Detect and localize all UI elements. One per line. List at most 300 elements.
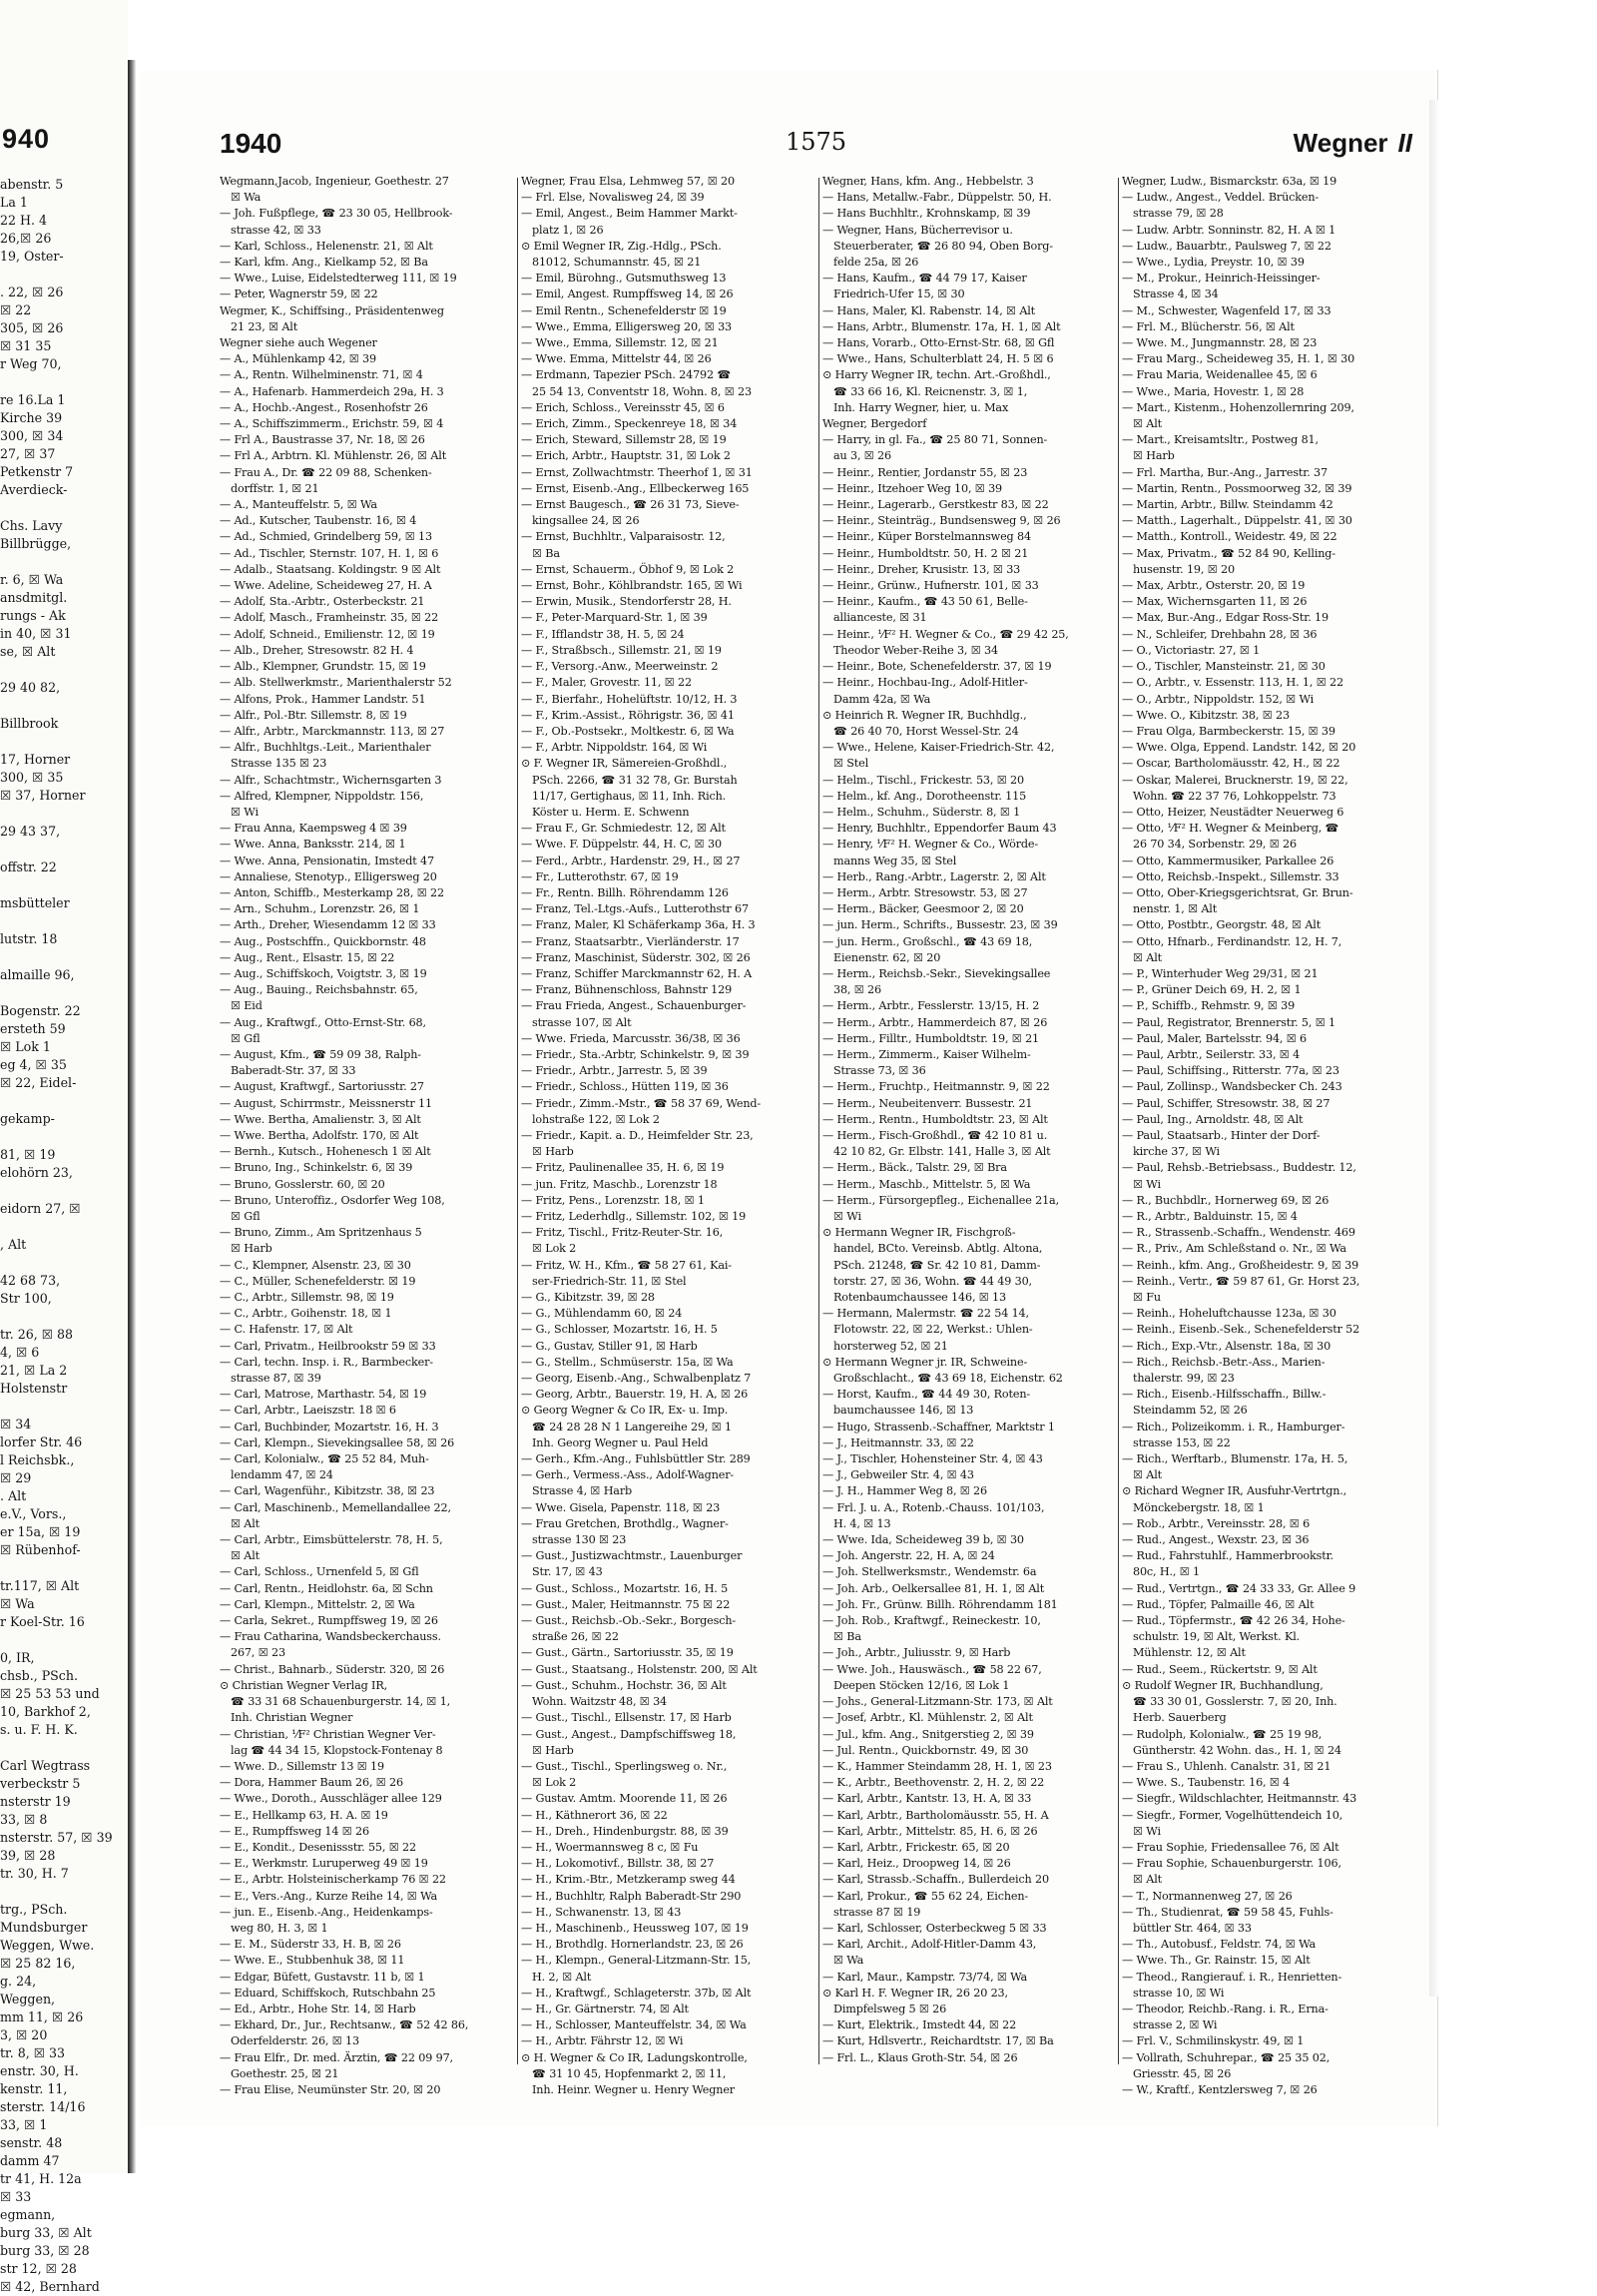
directory-entry-line: — Frl. Else, Novalisweg 24, ☒ 39 bbox=[521, 191, 705, 205]
directory-entry-line: — Rich., Polizeikomm. i. R., Hamburger- bbox=[1122, 1420, 1345, 1434]
directory-entry-line: — A., Rentn. Wilhelminenstr. 71, ☒ 4 bbox=[220, 368, 423, 382]
directory-entry-line: — Carl, Buchbinder, Mozartstr. 16, H. 3 bbox=[220, 1420, 439, 1434]
directory-entry-line: — Gust., Reichsb.-Ob.-Sekr., Borgesch- bbox=[521, 1614, 737, 1628]
previous-page-line: lorfer Str. 46 bbox=[0, 1435, 83, 1449]
directory-entry-line: — Joh. Fußpflege, ☎ 23 30 05, Hellbrook- bbox=[220, 207, 453, 221]
directory-entry-line: — Heinr., Dreher, Krusistr. 13, ☒ 33 bbox=[822, 562, 1021, 576]
previous-page-line: tr 41, H. 12a bbox=[0, 2171, 82, 2186]
directory-entry-line: — Ad., Tischler, Sternstr. 107, H. 1, ☒ 6 bbox=[220, 546, 439, 560]
previous-page-line bbox=[0, 1559, 128, 1577]
directory-entry-line: — Carl, Arbtr., Laeiszstr. 18 ☒ 6 bbox=[220, 1404, 396, 1418]
directory-entry-line: — Fritz, Lederhdlg., Sillemstr. 102, ☒ 19 bbox=[521, 1210, 747, 1223]
directory-entry-line: — Hans, Vorarb., Otto-Ernst-Str. 68, ☒ Gfl bbox=[822, 336, 1055, 350]
previous-page-line: g. 24, bbox=[0, 1974, 37, 1989]
directory-entry-line: — Gust., Maler, Heitmannstr. 75 ☒ 22 bbox=[521, 1597, 731, 1611]
directory-entry-line: ☒ Alt bbox=[231, 1516, 260, 1530]
previous-page-line: ☒ Wa bbox=[0, 1596, 35, 1611]
directory-entry-line: — E., Kondit., Desenissstr. 55, ☒ 22 bbox=[220, 1840, 416, 1854]
directory-columns bbox=[220, 174, 1412, 2096]
directory-entry-line: — Frl. L., Klaus Groth-Str. 54, ☒ 26 bbox=[822, 2050, 1018, 2064]
directory-entry-line: — Vollrath, Schuhrepar., ☎ 25 35 02, bbox=[1122, 2050, 1331, 2064]
previous-page-line: . Alt bbox=[0, 1488, 27, 1503]
previous-page-line bbox=[0, 1398, 128, 1416]
directory-entry-line: nenstr. 1, ☒ Alt bbox=[1133, 902, 1218, 916]
directory-entry-line: — Adalb., Staatsang. Koldingstr. 9 ☒ Alt bbox=[220, 562, 441, 576]
directory-entry-line: — Franz, Staatsarbtr., Vierländerstr. 17 bbox=[521, 934, 740, 948]
directory-entry-line: ☒ Wi bbox=[231, 805, 259, 819]
directory-entry-line: — K., Arbtr., Beethovenstr. 2, H. 2, ☒ 22 bbox=[822, 1776, 1045, 1790]
directory-entry-line: Inh. Georg Wegner u. Paul Held bbox=[532, 1435, 709, 1449]
previous-page-line: ☒ 33 bbox=[0, 2189, 32, 2204]
directory-entry-line: — Heinr., Hochbau-Ing., Adolf-Hitler- bbox=[822, 676, 1028, 690]
directory-entry-line: — Alb., Dreher, Stresowstr. 82 H. 4 bbox=[220, 643, 414, 657]
directory-entry-line: — Carl, Maschinenb., Memellandallee 22, bbox=[220, 1500, 451, 1514]
directory-entry-line: — H., Schlosser, Manteuffelstr. 34, ☒ Wa bbox=[521, 2018, 747, 2032]
previous-page-line: r. 6, ☒ Wa bbox=[0, 572, 64, 587]
directory-entry-line: — Karl, Arbtr., Frickestr. 65, ☒ 20 bbox=[822, 1840, 1010, 1854]
previous-page-line: re 16.La 1 bbox=[0, 392, 66, 407]
directory-entry-line: — Friedr., Kapit. a. D., Heimfelder Str. 23, bbox=[521, 1128, 754, 1142]
directory-entry-line: Goethestr. 25, ☒ 21 bbox=[231, 2066, 339, 2080]
directory-entry-line: Strasse 4, ☒ Harb bbox=[532, 1484, 633, 1498]
directory-entry-line: Güntherstr. 42 Wohn. das., H. 1, ☒ 24 bbox=[1133, 1743, 1341, 1757]
directory-entry-line: Steuerberater, ☎ 26 80 94, Oben Borg- bbox=[833, 239, 1053, 253]
directory-entry-line: — Edgar, Büfett, Gustavstr. 11 b, ☒ 1 bbox=[220, 1970, 425, 1984]
directory-entry-line: — R., Strassenb.-Schaffn., Wendenstr. 469 bbox=[1122, 1226, 1355, 1240]
directory-entry-line: — Anton, Schiffb., Mesterkamp 28, ☒ 22 bbox=[220, 885, 444, 899]
previous-page-line: burg 33, ☒ 28 bbox=[0, 2243, 90, 2258]
directory-entry-line: strasse 2, ☒ Wi bbox=[1133, 2018, 1218, 2032]
previous-page-line bbox=[0, 1092, 128, 1110]
previous-page-line bbox=[0, 499, 128, 517]
directory-entry-line: — Herm., Maschb., Mittelstr. 5, ☒ Wa bbox=[822, 1177, 1031, 1191]
previous-page-line: 300, ☒ 35 bbox=[0, 770, 64, 785]
previous-page-line bbox=[0, 1182, 128, 1200]
directory-entry-line: — Gust., Gärtn., Sartoriusstr. 35, ☒ 19 bbox=[521, 1646, 734, 1660]
previous-page-line: 305, ☒ 26 bbox=[0, 320, 64, 335]
directory-entry-line: — Paul, Rehsb.-Betriebsass., Buddestr. 12, bbox=[1122, 1161, 1356, 1175]
directory-entry-line: — Gust., Justizwachtmstr., Lauenburger bbox=[521, 1549, 743, 1563]
previous-page-line: Billbrook bbox=[0, 716, 59, 731]
directory-entry-line: — Frau Olga, Barmbeckerstr. 15, ☒ 39 bbox=[1122, 724, 1335, 738]
directory-entry-line: strasse 130 ☒ 23 bbox=[532, 1533, 627, 1547]
previous-page-line: Holstenstr bbox=[0, 1381, 68, 1396]
directory-entry-line: Eienenstr. 62, ☒ 20 bbox=[833, 950, 941, 964]
directory-entry-line: ⊙ Karl H. F. Wegner IR, 26 20 23, bbox=[822, 1986, 1008, 2000]
directory-entry-line: — Herm., Filltr., Humboldtstr. 19, ☒ 21 bbox=[822, 1031, 1040, 1045]
directory-entry-line: — jun. Herm., Großschl., ☎ 43 69 18, bbox=[822, 934, 1033, 948]
directory-entry-line: — Adolf, Masch., Framheinstr. 35, ☒ 22 bbox=[220, 611, 439, 625]
directory-entry-line: — M., Prokur., Heinrich-Heissinger- bbox=[1122, 272, 1321, 286]
previous-page-line: ☒ 29 bbox=[0, 1470, 32, 1485]
directory-entry-line: — Herm., Arbtr. Stresowstr. 53, ☒ 27 bbox=[822, 885, 1028, 899]
previous-page-line: str 12, ☒ 28 bbox=[0, 2261, 77, 2276]
previous-page-line: 27, ☒ 37 bbox=[0, 446, 56, 461]
previous-page-line bbox=[0, 984, 128, 1002]
directory-entry-line: — Paul, Maler, Bartelsstr. 94, ☒ 6 bbox=[1122, 1031, 1307, 1045]
directory-entry-line: — G., Stellm., Schmüserstr. 15a, ☒ Wa bbox=[521, 1355, 734, 1369]
previous-page-line bbox=[0, 1883, 128, 1901]
directory-entry-line: Wegner siehe auch Wegener bbox=[220, 336, 377, 350]
directory-entry-line: — Adolf, Schneid., Emilienstr. 12, ☒ 19 bbox=[220, 627, 435, 641]
directory-entry-line: — F., Peter-Marquard-Str. 1, ☒ 39 bbox=[521, 611, 708, 625]
directory-entry-line: strasse 42, ☒ 33 bbox=[231, 223, 321, 237]
directory-entry-line: — Karl, Strassb.-Schaffn., Bullerdeich 20 bbox=[822, 1873, 1049, 1887]
previous-page-line: , Alt bbox=[0, 1237, 27, 1252]
directory-entry-line: — Helm., Tischl., Frickestr. 53, ☒ 20 bbox=[822, 773, 1024, 787]
directory-entry-line: — E., Rumpffsweg 14 ☒ 26 bbox=[220, 1824, 369, 1838]
directory-entry-line: — Rud., Vertrtgn., ☎ 24 33 33, Gr. Allee 9 bbox=[1122, 1581, 1356, 1595]
directory-entry-line: — C., Arbtr., Goihenstr. 18, ☒ 1 bbox=[220, 1307, 392, 1321]
directory-entry-line: — Frl. J. u. A., Rotenb.-Chauss. 101/103, bbox=[822, 1500, 1045, 1514]
directory-entry-line: — G., Schlosser, Mozartstr. 16, H. 5 bbox=[521, 1323, 718, 1337]
directory-entry-line: Mühlenstr. 12, ☒ Alt bbox=[1133, 1646, 1246, 1660]
directory-entry-line: Mönckebergstr. 18, ☒ 1 bbox=[1133, 1500, 1265, 1514]
directory-entry-line: — Rudolph, Kolonialw., ☎ 25 19 98, bbox=[1122, 1727, 1323, 1741]
previous-page-line: 10, Barkhof 2, bbox=[0, 1704, 91, 1719]
directory-entry-line: — Carl, techn. Insp. i. R., Barmbecker- bbox=[220, 1355, 433, 1369]
directory-entry-line: Köster u. Herm. E. Schwenn bbox=[532, 805, 690, 819]
directory-entry-line: — Alb. Stellwerkmstr., Marienthalerstr 52 bbox=[220, 676, 452, 690]
previous-page-line: in 40, ☒ 31 bbox=[0, 626, 72, 641]
directory-entry-line: — Heinr., Steinträg., Bundsensweg 9, ☒ 26 bbox=[822, 514, 1061, 528]
directory-entry-line: — Rud., Töpfermstr., ☎ 42 26 34, Hohe- bbox=[1122, 1614, 1345, 1628]
directory-entry-line: — Otto, Heizer, Neustädter Neuerweg 6 bbox=[1122, 805, 1344, 819]
directory-entry-line: — E., Hellkamp 63, H. A. ☒ 19 bbox=[220, 1808, 388, 1822]
book-gutter bbox=[128, 60, 136, 2173]
previous-page-line: Petkenstr 7 bbox=[0, 464, 74, 479]
directory-entry-line: — Wwe. E., Stubbenhuk 38, ☒ 11 bbox=[220, 1954, 405, 1968]
directory-entry-line: — Wwe., Emma, Sillemstr. 12, ☒ 21 bbox=[521, 336, 719, 350]
directory-entry-line: — Aug., Rent., Elsastr. 15, ☒ 22 bbox=[220, 950, 395, 964]
directory-entry-line: — Otto, Ober-Kriegsgerichtsrat, Gr. Brun- bbox=[1122, 885, 1353, 899]
directory-entry-line: manns Weg 35, ☒ Stel bbox=[833, 854, 957, 867]
directory-entry-line: — H., Dreh., Hindenburgstr. 88, ☒ 39 bbox=[521, 1824, 729, 1838]
previous-page-line: ☒ 25 82 16, bbox=[0, 1956, 76, 1971]
directory-column-1 bbox=[220, 174, 511, 2096]
directory-entry-line: — Karl, Arbtr., Bartholomäusstr. 55, H. A bbox=[822, 1808, 1049, 1822]
previous-page-line: chsb., PSch. bbox=[0, 1668, 78, 1683]
previous-page-line: abenstr. 5 bbox=[0, 177, 64, 192]
directory-entry-line: — Heinr., ⅟F² H. Wegner & Co., ☎ 29 42 25, bbox=[822, 627, 1069, 641]
directory-entry-line: — Fritz, Paulinenallee 35, H. 6, ☒ 19 bbox=[521, 1161, 725, 1175]
directory-entry-line: — Wwe. Ida, Scheideweg 39 b, ☒ 30 bbox=[822, 1533, 1024, 1547]
directory-entry-line: — Otto, Hfnarb., Ferdinandstr. 12, H. 7, bbox=[1122, 934, 1342, 948]
directory-entry-line: — Karl, Arbtr., Kantstr. 13, H. A, ☒ 33 bbox=[822, 1792, 1032, 1806]
directory-entry-line: kirche 37, ☒ Wi bbox=[1133, 1145, 1220, 1159]
directory-entry-line: — H., Gr. Gärtnerstr. 74, ☒ Alt bbox=[521, 2002, 689, 2015]
directory-entry-line: H. 2, ☒ Alt bbox=[532, 1970, 592, 1984]
directory-entry-line: Wegner, Bergedorf bbox=[822, 417, 927, 431]
directory-entry-line: — P., Grüner Deich 69, H. 2, ☒ 1 bbox=[1122, 983, 1302, 997]
directory-entry-line: — Frau Catharina, Wandsbeckerchauss. bbox=[220, 1630, 441, 1644]
directory-entry-line: — Fritz, Pens., Lorenzstr. 18, ☒ 1 bbox=[521, 1193, 705, 1207]
page-year: 1940 bbox=[220, 128, 282, 159]
directory-entry-line: Oderfelderstr. 26, ☒ 13 bbox=[231, 2034, 359, 2048]
directory-entry-line: strasse 10, ☒ Wi bbox=[1133, 1986, 1225, 2000]
directory-column-4 bbox=[1122, 174, 1413, 2096]
directory-entry-line: — C., Klempner, Alsenstr. 23, ☒ 30 bbox=[220, 1258, 411, 1272]
directory-entry-line: — August, Kfm., ☎ 59 09 38, Ralph- bbox=[220, 1047, 421, 1061]
directory-entry-line: ☒ Alt bbox=[1133, 417, 1162, 431]
previous-page-line: ansdmitgl. bbox=[0, 590, 68, 605]
directory-entry-line: — Herm., Rentn., Humboldtstr. 23, ☒ Alt bbox=[822, 1112, 1048, 1126]
directory-entry-line: — Herm., Reichsb.-Sekr., Sievekingsallee bbox=[822, 966, 1051, 980]
directory-entry-line: ☒ Fu bbox=[1133, 1291, 1161, 1305]
previous-page-line: 33, ☒ 1 bbox=[0, 2117, 48, 2132]
directory-entry-line: ☒ Lok 2 bbox=[532, 1776, 577, 1790]
directory-entry-line: — Karl, Maur., Kampstr. 73/74, ☒ Wa bbox=[822, 1970, 1028, 1984]
directory-entry-line: allianceste, ☒ 31 bbox=[833, 611, 927, 625]
directory-entry-line: — Frau Gretchen, Brothdlg., Wagner- bbox=[521, 1516, 729, 1530]
directory-entry-line: — Herm., Fisch-Großhdl., ☎ 42 10 81 u. bbox=[822, 1128, 1048, 1142]
directory-entry-line: — Mart., Kreisamtsltr., Postweg 81, bbox=[1122, 433, 1319, 447]
page-edge bbox=[1429, 100, 1439, 1997]
directory-entry-line: — Karl, Schlosser, Osterbeckweg 5 ☒ 33 bbox=[822, 1921, 1047, 1935]
directory-entry-line: — Frl. V., Schmilinskystr. 49, ☒ 1 bbox=[1122, 2034, 1305, 2048]
previous-page-line: nsterstr. 57, ☒ 39 bbox=[0, 1830, 113, 1845]
directory-entry-line: — O., Arbtr., Nippoldstr. 152, ☒ Wi bbox=[1122, 692, 1315, 706]
directory-entry-line: — Heinr., Grünw., Hufnerstr. 101, ☒ 33 bbox=[822, 579, 1039, 593]
directory-entry-line: — Frau S., Uhlenh. Canalstr. 31, ☒ 21 bbox=[1122, 1759, 1331, 1773]
directory-entry-line: — Henry, ⅟F² H. Wegner & Co., Wörde- bbox=[822, 838, 1039, 852]
directory-entry-line: — Max, Arbtr., Osterstr. 20, ☒ 19 bbox=[1122, 579, 1306, 593]
directory-entry-line: Wegner, Ludw., Bismarckstr. 63a, ☒ 19 bbox=[1122, 175, 1337, 188]
directory-entry-line: — Reinh., Hoheluftchausse 123a, ☒ 30 bbox=[1122, 1307, 1336, 1321]
previous-page-line: 29 40 82, bbox=[0, 680, 61, 695]
directory-entry-line: — Paul, Zollinsp., Wandsbecker Ch. 243 bbox=[1122, 1080, 1342, 1094]
previous-page-line: Weggen, bbox=[0, 1992, 56, 2007]
directory-entry-line: strasse 153, ☒ 22 bbox=[1133, 1435, 1231, 1449]
directory-entry-line: — Gustav. Amtm. Moorende 11, ☒ 26 bbox=[521, 1792, 728, 1806]
directory-entry-line: — Friedr., Sta.-Arbtr, Schinkelstr. 9, ☒ 39 bbox=[521, 1047, 750, 1061]
directory-entry-line: — H., Maschinenb., Heussweg 107, ☒ 19 bbox=[521, 1921, 749, 1935]
directory-entry-line: — Rud., Töpfer, Palmaille 46, ☒ Alt bbox=[1122, 1597, 1315, 1611]
directory-entry-line: — Rich., Werftarb., Blumenstr. 17a, H. 5, bbox=[1122, 1452, 1348, 1466]
directory-entry-line: — Ed., Arbtr., Hohe Str. 14, ☒ Harb bbox=[220, 2002, 416, 2015]
directory-entry-line: — Wwe. Gisela, Papenstr. 118, ☒ 23 bbox=[521, 1500, 721, 1514]
previous-page-line: ☒ 22 bbox=[0, 302, 32, 317]
directory-entry-line: — Alb., Klempner, Grundstr. 15, ☒ 19 bbox=[220, 660, 426, 674]
directory-entry-line: — F., Bierfahr., Hohelüftstr. 10/12, H. 3 bbox=[521, 692, 738, 706]
directory-entry-line: lag ☎ 44 34 15, Klopstock-Fontenay 8 bbox=[231, 1743, 443, 1757]
previous-page-line: 21, ☒ La 2 bbox=[0, 1363, 68, 1378]
directory-entry-line: dorffstr. 1, ☒ 21 bbox=[231, 481, 319, 495]
previous-page-line: 33, ☒ 8 bbox=[0, 1812, 48, 1827]
directory-entry-line: — Fr., Rentn. Billh. Röhrendamm 126 bbox=[521, 885, 729, 899]
directory-entry-line: baumchaussee 146, ☒ 13 bbox=[833, 1404, 974, 1418]
directory-entry-line: — Aug., Postschffn., Quickbornstr. 48 bbox=[220, 934, 426, 948]
directory-entry-line: — Arth., Dreher, Wiesendamm 12 ☒ 33 bbox=[220, 918, 436, 932]
previous-page-text bbox=[0, 176, 128, 2296]
directory-entry-line: schulstr. 19, ☒ Alt, Werkst. Kl. bbox=[1133, 1630, 1301, 1644]
previous-page-line: 22 H. 4 bbox=[0, 213, 48, 228]
directory-entry-line: strasse 87, ☒ 39 bbox=[231, 1372, 321, 1386]
directory-entry-line: — Ernst Baugesch., ☎ 26 31 73, Sieve- bbox=[521, 498, 740, 512]
directory-entry-line: — Karl, Archit., Adolf-Hitler-Damm 43, bbox=[822, 1938, 1037, 1952]
directory-entry-line: — Rud., Seem., Rückertstr. 9, ☒ Alt bbox=[1122, 1662, 1318, 1676]
directory-entry-line: — Matth., Lagerhalt., Düppelstr. 41, ☒ 30 bbox=[1122, 514, 1352, 528]
previous-page-line: almaille 96, bbox=[0, 967, 75, 982]
directory-entry-line: — Aug., Schiffskoch, Voigtstr. 3, ☒ 19 bbox=[220, 966, 427, 980]
directory-entry-line: — Erich, Steward, Sillemstr 28, ☒ 19 bbox=[521, 433, 727, 447]
directory-entry-line: — J., Tischler, Hohensteiner Str. 4, ☒ 43 bbox=[822, 1452, 1043, 1466]
column-rule bbox=[1118, 178, 1119, 2064]
directory-entry-line: — Wwe., Doroth., Ausschläger allee 129 bbox=[220, 1792, 442, 1806]
directory-entry-line: — Ludw., Angest., Veddel. Brücken- bbox=[1122, 191, 1320, 205]
directory-entry-line: — Wwe. F. Düppelstr. 44, H. C, ☒ 30 bbox=[521, 838, 722, 852]
directory-entry-line: — Frl. M., Blücherstr. 56, ☒ Alt bbox=[1122, 319, 1295, 333]
directory-entry-line: ☎ 26 40 70, Horst Wessel-Str. 24 bbox=[833, 724, 1019, 738]
previous-page-line: eidorn 27, ☒ bbox=[0, 1201, 81, 1216]
directory-entry-line: Herb. Sauerberg bbox=[1133, 1711, 1227, 1725]
directory-entry-line: — C. Hafenstr. 17, ☒ Alt bbox=[220, 1323, 353, 1337]
directory-entry-line: Strasse 135 ☒ 23 bbox=[231, 757, 327, 771]
directory-entry-line: — K., Hammer Steindamm 28, H. 1, ☒ 23 bbox=[822, 1759, 1052, 1773]
directory-entry-line: — Ernst, Bohr., Köhlbrandstr. 165, ☒ Wi bbox=[521, 579, 743, 593]
directory-entry-line: — Jul. Rentn., Quickbornstr. 49, ☒ 30 bbox=[822, 1743, 1029, 1757]
directory-entry-line: — Karl, kfm. Ang., Kielkamp 52, ☒ Ba bbox=[220, 256, 428, 270]
directory-entry-line: — Frau Marg., Scheideweg 35, H. 1, ☒ 30 bbox=[1122, 352, 1355, 366]
directory-entry-line: — Georg, Arbtr., Bauerstr. 19, H. A, ☒ 26 bbox=[521, 1388, 749, 1402]
directory-entry-line: — Henry, Buchhltr., Eppendorfer Baum 43 bbox=[822, 822, 1057, 836]
directory-entry-line: — Wwe. Adeline, Scheideweg 27, H. A bbox=[220, 579, 432, 593]
directory-entry-line: — Aug., Kraftwgf., Otto-Ernst-Str. 68, bbox=[220, 1015, 426, 1029]
directory-entry-line: — Gust., Schuhm., Hochstr. 36, ☒ Alt bbox=[521, 1678, 727, 1692]
directory-entry-line: — Friedr., Arbtr., Jarrestr. 5, ☒ 39 bbox=[521, 1064, 708, 1078]
directory-entry-line: — Friedr., Zimm.-Mstr., ☎ 58 37 69, Wend- bbox=[521, 1096, 762, 1110]
directory-entry-line: — E., Vers.-Ang., Kurze Reihe 14, ☒ Wa bbox=[220, 1889, 437, 1903]
directory-entry-line: — Hans Buchhltr., Krohnskamp, ☒ 39 bbox=[822, 207, 1031, 221]
previous-page-line: gekamp- bbox=[0, 1111, 55, 1126]
directory-entry-line: — Emil, Angest. Rumpffsweg 14, ☒ 26 bbox=[521, 287, 734, 301]
directory-entry-line: — Hans, Kaufm., ☎ 44 79 17, Kaiser bbox=[822, 272, 1027, 286]
directory-entry-line: — Aug., Bauing., Reichsbahnstr. 65, bbox=[220, 983, 418, 997]
directory-entry-line: ☒ Wi bbox=[833, 1210, 861, 1223]
directory-entry-line: lendamm 47, ☒ 24 bbox=[231, 1468, 333, 1482]
directory-entry-line: — Erdmann, Tapezier PSch. 24792 ☎ bbox=[521, 368, 732, 382]
directory-entry-line: — Wwe., Lydia, Preystr. 10, ☒ 39 bbox=[1122, 256, 1305, 270]
directory-entry-line: — M., Schwester, Wagenfeld 17, ☒ 33 bbox=[1122, 303, 1331, 317]
directory-entry-line: strasse 87 ☒ 19 bbox=[833, 1905, 921, 1919]
directory-entry-line: — Paul, Registrator, Brennerstr. 5, ☒ 1 bbox=[1122, 1015, 1335, 1029]
previous-page-line: senstr. 48 bbox=[0, 2135, 63, 2150]
previous-page-line bbox=[0, 948, 128, 966]
directory-entry-line: — Wwe. Frieda, Marcusstr. 36/38, ☒ 36 bbox=[521, 1031, 741, 1045]
directory-entry-line: — jun. Herm., Schrifts., Bussestr. 23, ☒ 39 bbox=[822, 918, 1058, 932]
directory-entry-line: — O., Arbtr., v. Essenstr. 113, H. 1, ☒ 22 bbox=[1122, 676, 1343, 690]
directory-entry-line: ☒ Ba bbox=[532, 546, 560, 560]
directory-entry-line: — Heinr., Bote, Schenefelderstr. 37, ☒ 19 bbox=[822, 660, 1052, 674]
column-rule bbox=[818, 178, 819, 2064]
previous-page-line: enstr. 30, H. bbox=[0, 2063, 79, 2078]
directory-entry-line: — Kurt, Elektrik., Imstedt 44, ☒ 22 bbox=[822, 2018, 1017, 2032]
previous-page-line bbox=[0, 1308, 128, 1326]
directory-entry-line: — Hugo, Strassenb.-Schaffner, Marktstr 1 bbox=[822, 1420, 1055, 1434]
directory-entry-line: — Wwe. S., Taubenstr. 16, ☒ 4 bbox=[1122, 1776, 1291, 1790]
directory-entry-line: ⊙ Richard Wegner IR, Ausfuhr-Vertrtgn., bbox=[1122, 1484, 1347, 1498]
directory-entry-line: — Herm., Bäcker, Geesmoor 2, ☒ 20 bbox=[822, 902, 1024, 916]
page-header bbox=[220, 128, 1412, 168]
directory-entry-line: ☒ Gfl bbox=[231, 1031, 261, 1045]
previous-page-line: 0, IR, bbox=[0, 1650, 35, 1665]
directory-entry-line: — Heinr., Itzehoer Weg 10, ☒ 39 bbox=[822, 481, 1003, 495]
previous-page-line: 26,☒ 26 bbox=[0, 231, 52, 246]
directory-entry-line: horsterweg 52, ☒ 21 bbox=[833, 1339, 948, 1353]
directory-entry-line: — Franz, Tel.-Ltgs.-Aufs., Lutterothstr 67 bbox=[521, 902, 749, 916]
column-rule bbox=[517, 178, 518, 2064]
directory-entry-line: ⊙ Emil Wegner IR, Zig.-Hdlg., PSch. bbox=[521, 239, 722, 253]
directory-entry-line: — C., Müller, Schenefelderstr. ☒ 19 bbox=[220, 1274, 416, 1288]
previous-page-line: 42 68 73, bbox=[0, 1273, 61, 1288]
directory-entry-line: — Ernst, Schauerm., Öbhof 9, ☒ Lok 2 bbox=[521, 562, 735, 576]
directory-entry-line: ☒ Alt bbox=[231, 1549, 260, 1563]
previous-page-line: Weggen, Wwe. bbox=[0, 1938, 95, 1953]
previous-page-line: Chs. Lavy bbox=[0, 518, 63, 533]
directory-entry-line: — R., Buchbdlr., Hornerweg 69, ☒ 26 bbox=[1122, 1193, 1330, 1207]
directory-entry-line: — Georg, Eisenb.-Ang., Schwalbenplatz 7 bbox=[521, 1372, 752, 1386]
directory-entry-line: ☒ Wi bbox=[1133, 1177, 1161, 1191]
directory-entry-line: ⊙ Christian Wegner Verlag IR, bbox=[220, 1678, 387, 1692]
directory-entry-line: — Heinr., Kaufm., ☎ 43 50 61, Belle- bbox=[822, 595, 1028, 609]
directory-entry-line: — F., Ob.-Postsekr., Moltkestr. 6, ☒ Wa bbox=[521, 724, 735, 738]
directory-entry-line: 267, ☒ 23 bbox=[231, 1646, 285, 1660]
previous-page-line: 300, ☒ 34 bbox=[0, 428, 64, 443]
directory-entry-line: — A., Manteuffelstr. 5, ☒ Wa bbox=[220, 498, 377, 512]
directory-entry-line: — Ad., Kutscher, Taubenstr. 16, ☒ 4 bbox=[220, 514, 417, 528]
directory-entry-line: ☒ Wa bbox=[231, 191, 262, 205]
directory-entry-line: — August, Schirrmstr., Meissnerstr 11 bbox=[220, 1096, 432, 1110]
directory-entry-line: Str. 17, ☒ 43 bbox=[532, 1565, 603, 1579]
directory-entry-line: — Max, Wichernsgarten 11, ☒ 26 bbox=[1122, 595, 1308, 609]
directory-entry-line: — Th., Autobusf., Feldstr. 74, ☒ Wa bbox=[1122, 1938, 1316, 1952]
directory-entry-line: ☒ Harb bbox=[1133, 449, 1175, 463]
directory-column-3 bbox=[822, 174, 1114, 2070]
directory-entry-line: — F., Krim.-Assist., Röhrigstr. 36, ☒ 41 bbox=[521, 708, 735, 722]
directory-entry-line: Großschlacht., ☎ 43 69 18, Eichenstr. 62 bbox=[833, 1372, 1063, 1386]
previous-page-line: e.V., Vors., bbox=[0, 1506, 67, 1521]
directory-entry-line: — Rich., Reichsb.-Betr.-Ass., Marien- bbox=[1122, 1355, 1326, 1369]
directory-column-2 bbox=[521, 174, 812, 2096]
directory-entry-line: — Herm., Neubeitenverr. Bussestr. 21 bbox=[822, 1096, 1033, 1110]
directory-entry-line: — Martin, Arbtr., Billw. Steindamm 42 bbox=[1122, 498, 1333, 512]
directory-entry-line: — Herm., Arbtr., Hammerdeich 87, ☒ 26 bbox=[822, 1015, 1048, 1029]
previous-page-line bbox=[0, 373, 128, 391]
directory-entry-line: — Max, Privatm., ☎ 52 84 90, Kelling- bbox=[1122, 546, 1335, 560]
directory-entry-line: — Herm., Bäck., Talstr. 29, ☒ Bra bbox=[822, 1161, 1007, 1175]
previous-page-line bbox=[0, 661, 128, 679]
directory-entry-line: ☒ Alt bbox=[1133, 1468, 1162, 1482]
directory-entry-line: — R., Arbtr., Balduinstr. 15, ☒ 4 bbox=[1122, 1210, 1298, 1223]
directory-entry-line: — Arn., Schuhm., Lorenzstr. 26, ☒ 1 bbox=[220, 902, 420, 916]
running-head bbox=[1294, 128, 1412, 159]
directory-entry-line: — H., Käthnerort 36, ☒ 22 bbox=[521, 1808, 668, 1822]
directory-entry-line: — Ernst, Zollwachtmstr. Theerhof 1, ☒ 31 bbox=[521, 465, 753, 479]
directory-entry-line: ☒ Alt bbox=[1133, 950, 1162, 964]
directory-entry-line: — Erich, Zimm., Speckenreye 18, ☒ 34 bbox=[521, 417, 738, 431]
directory-entry-line: — Rich., Eisenb.-Hilfsschaffn., Billw.- bbox=[1122, 1388, 1327, 1402]
directory-entry-line: — A., Schiffszimmerm., Erichstr. 59, ☒ 4 bbox=[220, 417, 444, 431]
directory-entry-line: — Frau Anna, Kaempsweg 4 ☒ 39 bbox=[220, 822, 407, 836]
previous-page-line: egmann, bbox=[0, 2207, 56, 2222]
directory-entry-line: — Th., Studienrat, ☎ 59 58 45, Fuhls- bbox=[1122, 1905, 1333, 1919]
directory-entry-line: — Frl. Martha, Bur.-Ang., Jarrestr. 37 bbox=[1122, 465, 1328, 479]
directory-entry-line: Flotowstr. 22, ☒ 22, Werkst.: Uhlen- bbox=[833, 1323, 1033, 1337]
directory-entry-line: — F., Versorg.-Anw., Meerweinstr. 2 bbox=[521, 660, 719, 674]
directory-entry-line: — T., Normannenweg 27, ☒ 26 bbox=[1122, 1889, 1293, 1903]
directory-entry-line: — Harry, in gl. Fa., ☎ 25 80 71, Sonnen- bbox=[822, 433, 1048, 447]
directory-entry-line: 26 70 34, Sorbenstr. 29, ☒ 26 bbox=[1133, 838, 1297, 852]
